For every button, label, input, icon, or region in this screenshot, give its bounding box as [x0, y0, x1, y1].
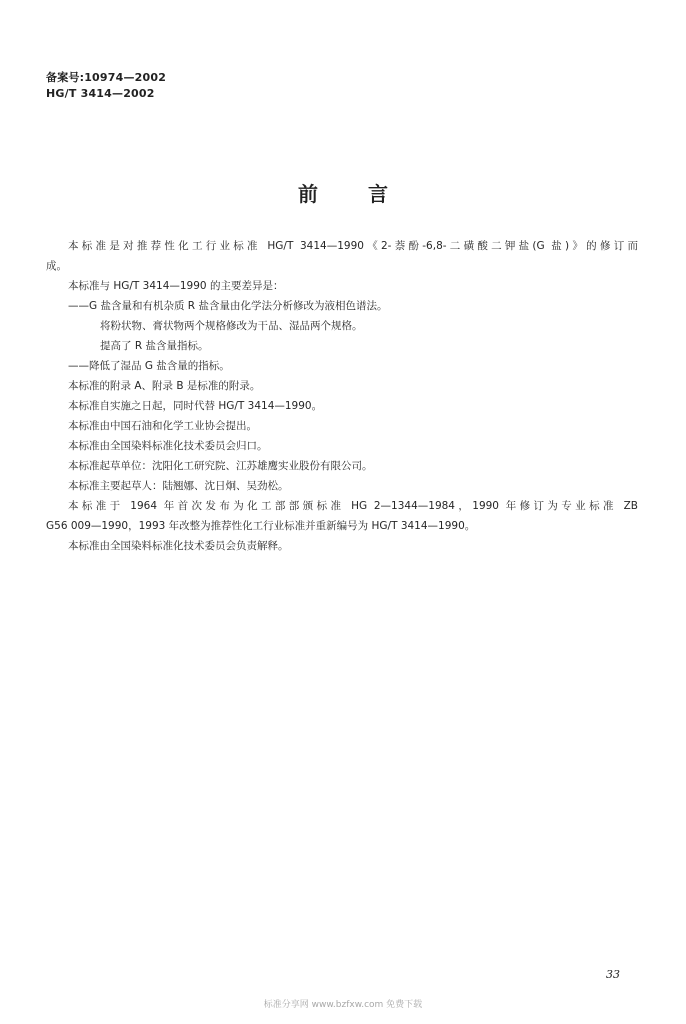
- paragraph-line: 将粉状物、膏状物两个规格修改为干品、湿品两个规格。: [100, 320, 363, 332]
- paragraph-line: G56 009—1990，1993 年改整为推荐性化工行业标准并重新编号为 HG/T 3414—1990。: [46, 520, 476, 532]
- watermark: 标准分享网 www.bzfxw.com 免费下载: [263, 1000, 423, 1010]
- page-title: 前言: [298, 182, 438, 206]
- paragraph-line: 本标准的附录 A、附录 B 是标准的附录。: [68, 380, 261, 392]
- paragraph-line: 提高了 R 盐含量指标。: [100, 340, 209, 352]
- paragraph-line: ——G 盐含量和有机杂质 R 盐含量由化学法分析修改为液相色谱法。: [68, 300, 388, 312]
- paragraph-line: 成。: [46, 260, 67, 272]
- paragraph-line: 本标准由中国石油和化学工业协会提出。: [68, 420, 257, 432]
- page-number: 33: [606, 968, 620, 981]
- paragraph-line: 本标准是对推荐性化工行业标准 HG/T 3414—1990《2-萘酚-6,8-二磺酸二钾盐(G 盐)》的修订而: [68, 240, 638, 252]
- paragraph-line: 本标准由全国染料标准化技术委员会归口。: [68, 440, 268, 452]
- paragraph-line: 本标准主要起草人：陆翘娜、沈日炯、吴劲松。: [68, 480, 289, 492]
- paragraph-line: 本标准于 1964 年首次发布为化工部部颁标准 HG 2—1344—1984，1990 年修订为专业标准 ZB: [68, 500, 638, 512]
- standard-code: HG/T 3414—2002: [46, 87, 155, 100]
- paragraph-line: 本标准与 HG/T 3414—1990 的主要差异是：: [68, 280, 284, 292]
- paragraph-line: 本标准自实施之日起，同时代替 HG/T 3414—1990。: [68, 400, 323, 412]
- paragraph-line: 本标准起草单位：沈阳化工研究院、江苏雄鹰实业股份有限公司。: [68, 460, 373, 472]
- paragraph-line: ——降低了湿品 G 盐含量的指标。: [68, 360, 230, 372]
- paragraph-line: 本标准由全国染料标准化技术委员会负责解释。: [68, 540, 289, 552]
- filing-number: 备案号:10974—2002: [46, 71, 167, 84]
